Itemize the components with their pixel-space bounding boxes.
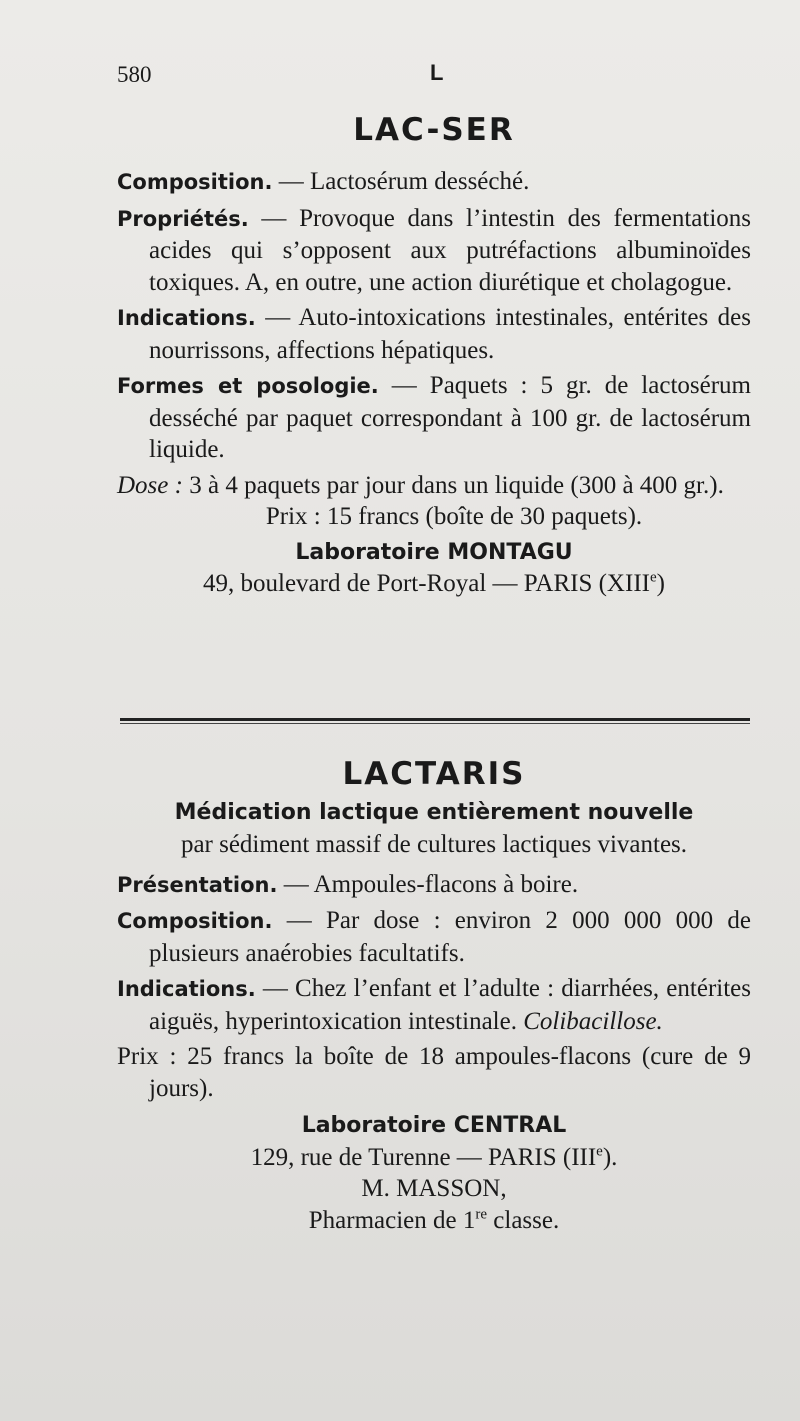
dose-label: Dose : — [117, 471, 183, 499]
laboratory-name: Laboratoire CENTRAL — [301, 1113, 567, 1138]
entry-title: LAC-SER — [353, 112, 515, 148]
laboratory-address: 49, boulevard de Port-Royal — PARIS (XIIIe) — [203, 569, 665, 597]
proprietes-paragraph — [117, 203, 751, 299]
dose-paragraph — [117, 470, 751, 502]
laboratory-address: 129, rue de Turenne — PARIS (IIIe). — [250, 1143, 618, 1171]
composition-label: Composition. — [117, 170, 273, 194]
formes-label: Formes et posologie. — [117, 374, 379, 398]
section-divider — [120, 718, 750, 724]
indications-paragraph — [117, 302, 751, 366]
page-header — [117, 58, 748, 92]
indications-label: Indications. — [117, 977, 256, 1001]
composition-label: Composition. — [117, 909, 273, 933]
laboratory-name: Laboratoire MONTAGU — [295, 539, 573, 565]
composition-paragraph — [117, 166, 751, 199]
tagline: Médication lactique entièrement nouvelle — [174, 800, 694, 825]
presentation-paragraph — [117, 869, 751, 902]
pharmacist-title: Pharmacien de 1re classe. — [308, 1206, 560, 1234]
presentation-text: — Ampoules-flacons à boire. — [277, 870, 579, 898]
subtitle: par sédiment massif de cultures lactiques vivantes. — [180, 831, 688, 858]
page-number: 580 — [117, 62, 152, 87]
price-paragraph: Prix : 25 francs la boîte de 18 ampoules-flacons (cure de 9 jours). — [117, 1043, 751, 1102]
entry-title: LACTARIS — [342, 756, 526, 792]
dose-text: 3 à 4 paquets par jour dans un liquide (300 à 400 gr.). — [182, 471, 724, 499]
price-line: Prix : 15 francs (boîte de 30 paquets). — [265, 503, 643, 530]
indications-label: Indications. — [117, 306, 256, 330]
formes-text: — Paquets : 5 gr. de lactosérum desséché par paquet correspondant à 100 gr. de lactosérum liquide. — [149, 372, 751, 463]
composition-text: — Lactosérum desséché. — [272, 168, 530, 195]
indications-text: — Chez l’enfant et l’adulte : diarrhées, entérites aiguës, hyperintoxication intestinale. — [149, 975, 751, 1035]
proprietes-label: Propriétés. — [117, 206, 249, 231]
running-letter: L — [430, 60, 444, 85]
composition-text: — Par dose : environ 2 000 000 000 de plusieurs anaérobies facultatifs. — [149, 907, 751, 967]
indications-italic: Colibacillose. — [523, 1007, 663, 1035]
entry-lactaris — [117, 752, 751, 1236]
presentation-label: Présentation. — [117, 872, 278, 897]
indications-paragraph — [117, 973, 751, 1037]
proprietes-text: — Provoque dans l’intestin des fermentations acides qui s’opposent aux putréfactions albuminoïdes toxiques. A, en outre, une action diurétique et cholagogue. — [149, 204, 751, 296]
pharmacist-name: M. MASSON, — [361, 1175, 507, 1202]
indications-text: — Auto-intoxications intestinales, entérites des nourrissons, affections hépatiques. — [149, 304, 751, 364]
formes-paragraph — [117, 370, 751, 466]
composition-paragraph — [117, 905, 751, 969]
entry-lac-ser — [117, 108, 751, 600]
